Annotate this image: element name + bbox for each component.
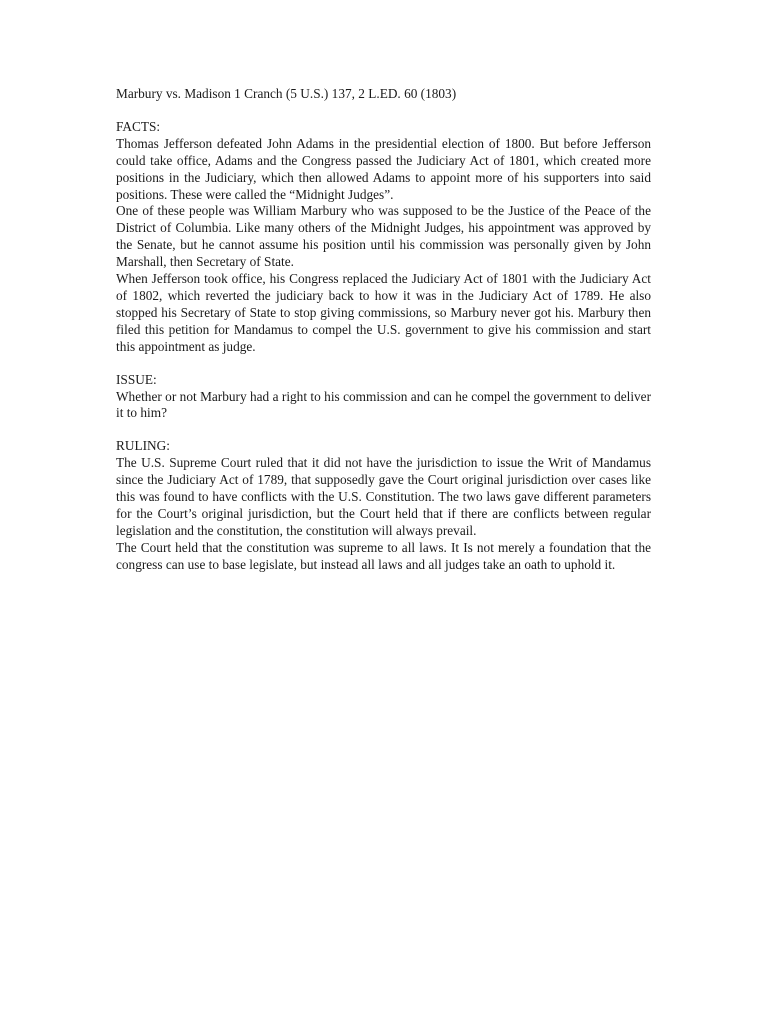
issue-paragraph-1: Whether or not Marbury had a right to his commission and can he compel the government to deliver it to him? — [116, 388, 651, 421]
issue-heading: ISSUE: — [116, 371, 157, 387]
ruling-heading: RULING: — [116, 438, 170, 454]
facts-paragraph-1: Thomas Jefferson defeated John Adams in the presidential election of 1800. But before Jefferson could take office, Adams and the Congress passed the Judiciary Act of 1801, which created more positions in the Judiciary, which then allowed Adams to appoint more of his supporters into said positions. These were called the “Midnight Judges”. — [116, 135, 651, 202]
facts-section — [116, 119, 651, 356]
facts-heading: FACTS: — [116, 118, 161, 134]
case-digest — [116, 86, 651, 590]
facts-paragraph-3: When Jefferson took office, his Congress replaced the Judiciary Act of 1801 with the Judiciary Act of 1802, which reverted the judiciary back to how it was in the Judiciary Act of 1789. He also stopped his Secretary of State to stop giving commissions, so Marbury never got his. Marbury then filed this petition for Mandamus to compel the U.S. government to give his commission and start this appointment as judge. — [116, 271, 651, 354]
ruling-paragraph-2: The Court held that the constitution was supreme to all laws. It Is not merely a foundation that the congress can use to base legislate, but instead all laws and all judges take an oath to uphold it. — [116, 539, 651, 572]
facts-paragraph-2: One of these people was William Marbury who was supposed to be the Justice of the Peace of the District of Columbia. Like many others of the Midnight Judges, his appointment was approved by the Senate, but he cannot assume his position until his commission was personally given by John Marshall, then Secretary of State. — [116, 203, 651, 270]
case-title: Marbury vs. Madison 1 Cranch (5 U.S.) 137, 2 L.ED. 60 (1803) — [116, 86, 457, 101]
ruling-section — [116, 438, 651, 573]
ruling-paragraph-1: The U.S. Supreme Court ruled that it did not have the jurisdiction to issue the Writ of Mandamus since the Judiciary Act of 1789, that supposedly gave the Court original jurisdiction over cases like this was found to have conflicts with the U.S. Constitution. The two laws gave different parameters for the Court’s original jurisdiction, but the Court held that if there are conflicts between regular legislation and the constitution, the constitution will always prevail. — [116, 455, 651, 538]
issue-section — [116, 372, 651, 423]
